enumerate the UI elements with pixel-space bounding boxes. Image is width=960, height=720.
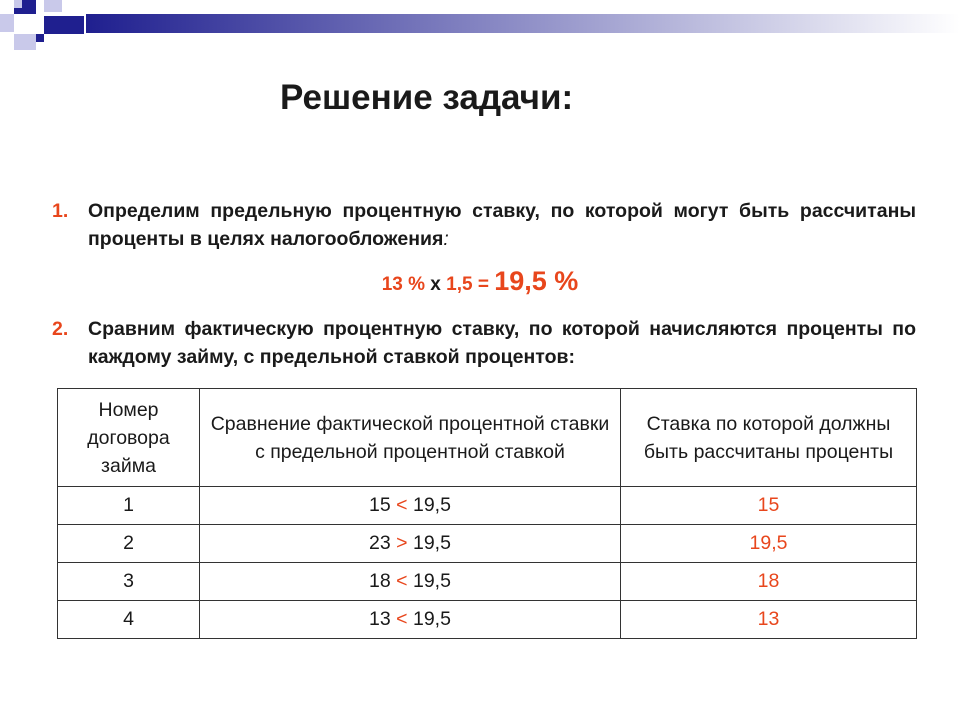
step-1 xyxy=(52,197,916,253)
decor-square xyxy=(36,34,44,42)
table-header-row xyxy=(58,389,917,487)
cell-rate: 15 xyxy=(621,487,917,525)
formula: 13 % х 1,5 = 19,5 % xyxy=(381,266,579,296)
page-title: Решение задачи: xyxy=(280,78,574,117)
cell-rate: 18 xyxy=(621,563,917,601)
table-row xyxy=(58,525,917,563)
cell-comparison: 18 < 19,5 xyxy=(200,563,621,601)
decor-square xyxy=(44,16,84,34)
comparison-table xyxy=(57,388,917,639)
table-row xyxy=(58,601,917,639)
step-number: 2. xyxy=(52,318,69,340)
cell-number: 1 xyxy=(58,487,200,525)
table-row xyxy=(58,563,917,601)
step-2 xyxy=(52,315,916,371)
decor-square xyxy=(44,0,62,12)
table-row xyxy=(58,487,917,525)
cell-number: 2 xyxy=(58,525,200,563)
step-number: 1. xyxy=(52,200,69,222)
header-comparison: Сравнение фактической процентной ставки с предельной процентной ставкой xyxy=(200,389,621,487)
cell-rate: 19,5 xyxy=(621,525,917,563)
header-rate: Ставка по которой должны быть рассчитаны проценты xyxy=(621,389,917,487)
cell-comparison: 13 < 19,5 xyxy=(200,601,621,639)
decor-square xyxy=(14,0,22,8)
cell-number: 3 xyxy=(58,563,200,601)
step-text: Определим предельную процентную ставку, по которой могут быть рассчитаны проценты в целях налогообложения: xyxy=(88,200,916,250)
cell-comparison: 15 < 19,5 xyxy=(200,487,621,525)
cell-number: 4 xyxy=(58,601,200,639)
cell-comparison: 23 > 19,5 xyxy=(200,525,621,563)
decor-square xyxy=(14,34,36,50)
decor-square xyxy=(0,14,14,32)
header-contract-number: Номер договора займа xyxy=(58,389,200,487)
step-text: Сравним фактическую процентную ставку, по которой начисляются проценты по каждому займу, с предельной ставкой процентов: xyxy=(88,318,916,368)
cell-rate: 13 xyxy=(621,601,917,639)
formula-result: 19,5 % xyxy=(494,266,579,296)
header-gradient-bar xyxy=(86,14,960,33)
